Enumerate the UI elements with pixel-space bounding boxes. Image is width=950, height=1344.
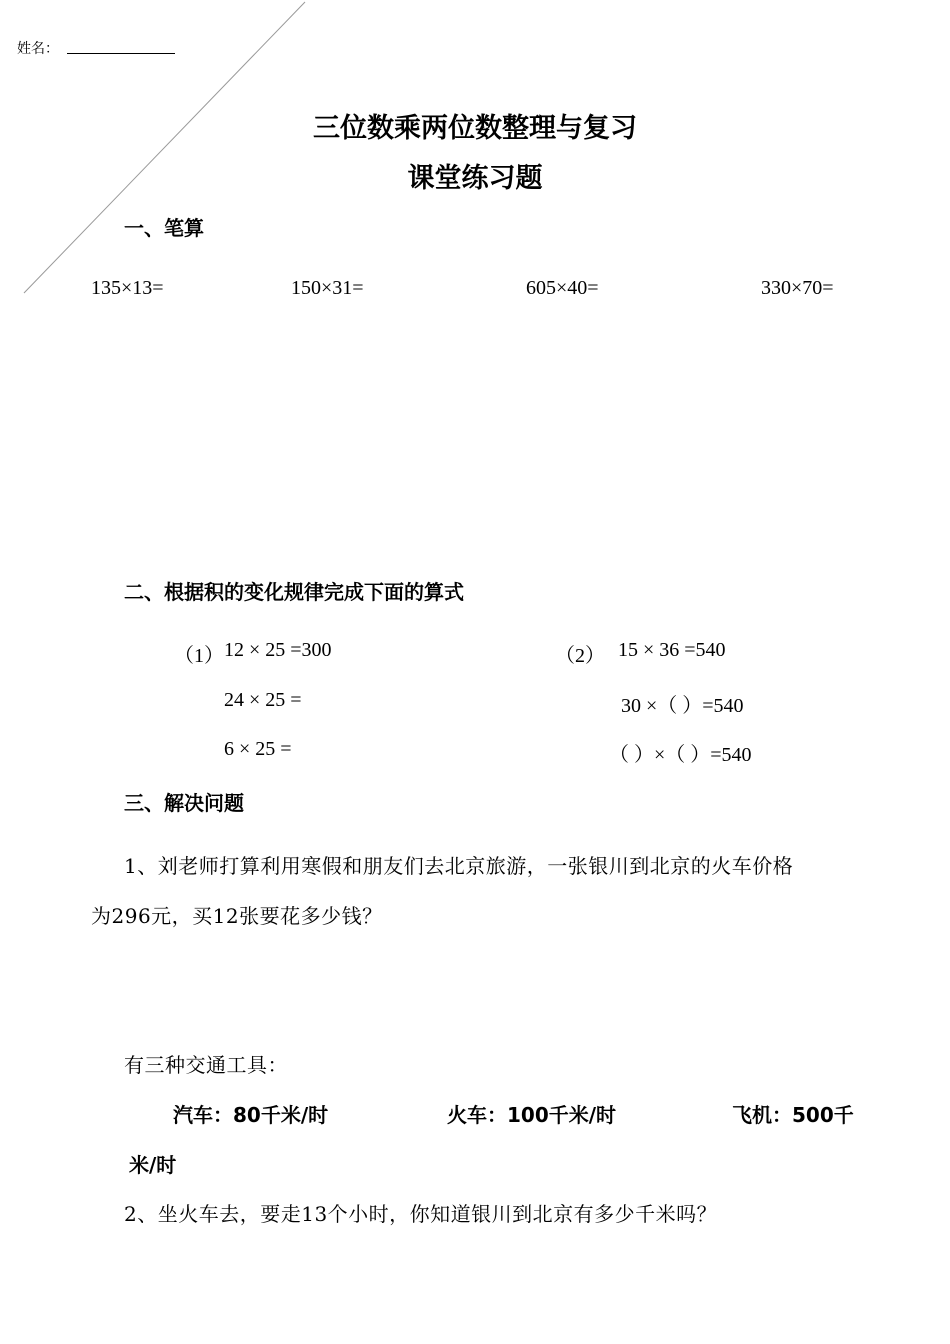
transport-car: 汽车：80千米/时 <box>173 1103 329 1127</box>
eq-right-line-3: （ ）×（ ）=540 <box>609 744 752 766</box>
transport-plane-unit: 米/时 <box>129 1153 177 1177</box>
question-1-line-1: 1、刘老师打算利用寒假和朋友们去北京旅游，一张银川到北京的火车价格 <box>124 854 794 878</box>
name-label: 姓名： <box>17 41 59 57</box>
eq-right-line-2: 30 ×（ ）=540 <box>621 695 744 717</box>
section-heading-1: 一、笔算 <box>124 216 204 240</box>
eq-right-line-1: 15 × 36 =540 <box>618 639 726 661</box>
eq-group-1-label: （1） <box>174 645 224 667</box>
page-title: 三位数乘两位数整理与复习 <box>313 113 637 144</box>
eq-group-2-label: （2） <box>555 645 605 667</box>
eq-left-line-2: 24 × 25 = <box>224 689 302 711</box>
calc-problem-2: 150×31= <box>291 277 364 299</box>
eq-left-line-3: 6 × 25 = <box>224 738 292 760</box>
calc-problem-1: 135×13= <box>91 277 164 299</box>
transport-plane: 飞机：500千 <box>732 1103 854 1127</box>
section-heading-3: 三、解决问题 <box>124 791 244 815</box>
page-subtitle: 课堂练习题 <box>407 163 543 194</box>
calc-problem-4: 330×70= <box>761 277 834 299</box>
question-1-line-2: 为296元，买12张要花多少钱？ <box>91 904 383 928</box>
transport-train: 火车：100千米/时 <box>447 1103 617 1127</box>
calc-problem-3: 605×40= <box>526 277 599 299</box>
section-heading-2: 二、根据积的变化规律完成下面的算式 <box>124 580 464 604</box>
transport-intro: 有三种交通工具： <box>124 1053 288 1077</box>
question-2: 2、坐火车去，要走13个小时，你知道银川到北京有多少千米吗？ <box>124 1202 718 1226</box>
name-input-line[interactable] <box>67 53 175 54</box>
eq-left-line-1: 12 × 25 =300 <box>224 639 332 661</box>
